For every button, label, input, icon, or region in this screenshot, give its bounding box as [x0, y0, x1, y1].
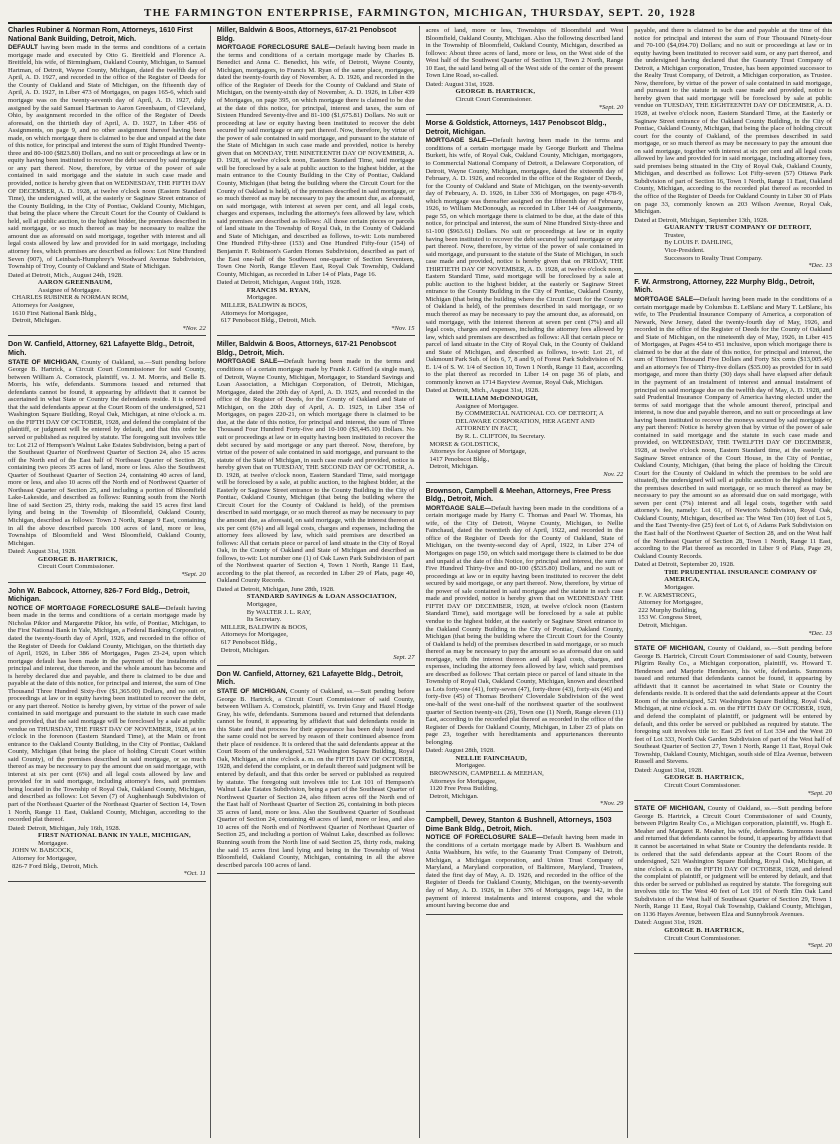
- notice-lead: MORTGAGE SALE—: [216, 358, 285, 366]
- notice-text: Default having been made in the terms and conditions of a certain mortgage made by Charles B. Benedict and Anna C. Benedict, his wife, of Detroit, Wayne County, Michigan, mortgagors, to Francis M. Ryan of the same place, mortgagee, dated the twenty-fourth day of November, A. D. 1926, and recorded in the office of the Register of Deeds for the County of Oakland and State of Michigan, on the twenty-sixth day of November, A. D. 1926, in Liber 439 of Mortgages, on page 395, on which mortgage there is claimed to be due at the date of this notice, for principal, interest and taxes, the sum of Sixteen Hundred Seventy-five and 81-100 ($1,675.81) Dollars. No suit or proceeding at law or equity having been instituted to recover the debt secured by said mortgage or any part thereof. Now, therefore, by virtue of the power of sale contained in said mortgage, and pursuant to the statute of the State of Michigan in such case made and provided, notice is hereby given that on MONDAY, THE NINETEENTH DAY OF NOVEMBER, A. D. 1928, at twelve o'clock noon, Eastern Standard Time, said mortgage will be foreclosed by a sale at public auction to the highest bidder, at the main entrance to the County Building in the City of Pontiac, Oakland County, Michigan (that being the building where the Circuit Court for the County of Oakland is held), of the premises described in said mortgage, or so much thereof as may be necessary to pay the amount due, as aforesaid, on said mortgage, with interest at seven per cent, and all legal costs, charges and expenses, including the attorney's fees allowed by law, which said premises are described as follows: All those certain pieces or parcels of land situate in the Township of Royal Oak, in the County of Oakland and State of Michigan, and described as follows, to-wit: Lots numbered One Hundred Fifty-three (153) and One Hundred Fifty-four (154) of Benjamin F. Robinson's Garden Homes Subdivision, described as part of the East one-half of the Southwest one-quarter of Section Seventeen, Town One North, Range Eleven East, Royal Oak Township, Oakland County, Michigan, as recorded in Liber 14 of Plats, Page 16.: [216, 44, 415, 278]
- notice-text: payable, and there is claimed to be due and payable at the time of this notice for principal and interest the sum of Four Thousand Ninety-four and 70-100 ($4,094.70) Dollars; and no suit or proceedings at law or in equity having been instituted to recover said sum, or any part thereof, and the undersigned having declared that the Guaranty Trust Company of Detroit, a Michigan corporation, Trustee, has been appointed successor to the Realty Trust Company, of Detroit, a Michigan corporation, as Trustee. Now, therefore, by virtue of the power of sale contained in said mortgage, and pursuant to the statute in such case made and provided, notice is hereby given that said mortgage will be foreclosed by sale at public vendue on TUESDAY, THE EIGHTEENTH DAY OF DECEMBER, A. D. 1928, at twelve o'clock noon, Eastern Standard Time, at the Easterly or Saginaw Street entrance of the Oakland County Building, in the City of Pontiac, Oakland County, Michigan, that being the place of holding circuit court for the county of Oakland, of the premises described in said mortgage, or so much thereof as may be necessary to pay the amount due on said mortgage, together with interest at six per cent and all legal costs allowed by law and provided for in said mortgage, including attorney fees, said premises being situated in the City of Royal Oak, Oakland County, Michigan, and described as follows: Lot Fifty-seven (57) Ottawa Park Subdivision of part of Section 16, Town 1 North, Range 11 East, Oakland County, Michigan, according to the recorded plat thereof as recorded in the office of the Register of Deeds for Oakland County in Liber 30 of Plats on page 33, commonly known as 203 Wilson Avenue, Royal Oak, Michigan.: [634, 27, 832, 216]
- notice-attorney-line: MILLER, BALDWIN & BOOS,: [220, 301, 308, 309]
- notice-text: Default having been made in the conditions of a certain mortgage made by Columbus E. LeBlanc and Mary T. LeBlanc, his wife, to The Prudential Insurance Company of America, a corporation of Newark, New Jersey, dated the twenty-fourth day of May, 1926, and recorded in the office of the Register of Deeds for the County of Oakland and State of Michigan, on the nineteenth day of May, 1926, in Liber 415 of Mortgages, at Pages 454 to 451 inclusive, upon which mortgage there is claimed to be due at the date of this notice, for principal and interest, the sum of Thirteen Thousand Five Dollars and Forty Six cents ($13,005.46) and an attorney's fee of Thirty-five dollars ($35.00) as provided for in said mortgage, and more than thirty (30) days shall have elapsed after default in the payment of an instalment of interest and annual instalment of principal on said mortgage due on the twelfth day of May, A. D. 1928, and said Prudential Insurance Company of America having elected under the terms of said mortgage that the whole amount thereof, principal and interest, is now due and payable thereon, and no suit or proceedings at law having been instituted to recover the moneys secured by said mortgage or any part thereof: Notice is hereby given that by virtue of the power of sale contained in said mortgage and the statute in such case made and provided, on WEDNESDAY, THE TWELFTH DAY OF DECEMBER, 1928, at twelve o'clock noon, Eastern Standard time, at the easterly or Saginaw Street entrance of the Court House, in the City of Pontiac, Oakland County, Michigan, (that being the place of holding the Circuit Court for the County of Oakland in which the premises to be sold are situated), the undersigned will sell at public auction to the highest bidder, the premises described in said mortgage, or so much thereof as may be necessary to pay the amount so as aforesaid due on said mortgage, with seven per cent (7%) interest and all legal costs, together with said attorney's fee, namely: Lot 61, of Newton's Subdivision, Royal Oak, Oakland County, Michigan, described as: The West Ten (10) feet of Lot 5, and the East Twenty-five (25) feet of Lot 6, of Adams Park Subdivision on the East half of the Northwest Quarter of Section 28, and on the West half of the Northeast Quarter of Section 28, Town 1 North, Range 11 East, according to the Plat thereof as recorded in Liber 9 of Plats, Page 29, Oakland County Records.: [634, 296, 832, 560]
- notice-attorney-line: Attorneys for Mortgagee,: [220, 631, 288, 639]
- legal-notice: [426, 27, 624, 115]
- notice-body: [426, 137, 624, 386]
- notice-header: F. W. Armstrong, Attorney, 222 Murphy Bldg., Detroit, Mich.: [634, 276, 815, 295]
- column-2: [217, 26, 420, 1138]
- notice-attorney-line: 617 Penobscot Bldg.,: [220, 639, 278, 647]
- notice-body: [634, 296, 832, 560]
- notice-attorney-line: Attorneys for Mortgagee,: [429, 777, 497, 785]
- notice-date: Dated at Detroit, Mich., August 24th, 1928.: [8, 271, 123, 279]
- notice-header: Don W. Canfield, Attorney, 621 Lafayette Bldg., Detroit, Mich.: [8, 339, 195, 357]
- notice-header: Morse & Goldstick, Attorneys, 1417 Penobscot Bldg., Detroit, Michigan.: [425, 118, 607, 136]
- notice-signature-line: Circuit Court Commissioner.: [664, 934, 741, 942]
- notice-signature-line: Mortgagee,: [246, 601, 277, 609]
- notice-run-tag: *Nov. 22: [182, 324, 206, 332]
- notice-lead: MORTGAGE SALE—: [634, 296, 700, 304]
- notice-body: [8, 44, 206, 270]
- notice-lead: NOTICE OF MORTGAGE FORECLOSURE SALE—: [8, 604, 166, 612]
- notice-attorney-line: 153 W. Congress Street,: [638, 614, 702, 622]
- legal-notice: [8, 340, 206, 582]
- notice-attorney-line: Attorneys for Assignee,: [12, 301, 75, 309]
- notice-signature-line: Trustee,: [664, 231, 686, 239]
- notice-text: County of Oakland, ss.—Suit pending before George B. Hartrick, a Circuit Court Commissioner of said County, between Pilgrim Realty Co., a Michigan corporation, plaintiff, vs. Hugh E. Meaher and Margaret R. Meaher, his wife, defendants. Summons issued and returned that defendants cannot be found, it appearing by affidavit that it cannot be ascertained in what State or Country the defendants reside. It is ordered that the said defendants appear at the Court Room of the undersigned, 521 Washington Square Building, Royal Oak, Michigan, at nine o'clock a. m. on the FIFTH DAY OF OCTOBER, 1928, and defend the complaint of plaintiff, or judgment will be entered by default, and that this order be served or published as required by statute. The foregoing suit involves title to: The West 40 feet of Lot 191 of North Elm Oak Land Subdivision of the West half of Southeast Quarter of Section 29, Town 1 North, Range 11 East, Royal Oak Township, Oakland County, Michigan, on 1136 Hayes Avenue, between Elza and Sunnybrook Avenues.: [634, 805, 832, 918]
- columns-container: [8, 26, 832, 1138]
- notice-signature-line: Mortgagee.: [455, 762, 486, 770]
- legal-notice: [426, 816, 624, 915]
- notice-body: [634, 805, 832, 918]
- notice-signature-line: GEORGE B. HARTRICK,: [455, 88, 536, 96]
- legal-notice: [426, 119, 624, 482]
- notice-signature-line: GUARANTY TRUST COMPANY OF DETROIT,: [664, 224, 812, 232]
- notice-signature-line: Mortgagee.: [38, 839, 69, 847]
- column-1: [8, 26, 211, 1138]
- notice-signature-line: Mortgagee.: [664, 583, 695, 591]
- notice-run-tag: *Sept. 20: [181, 570, 206, 578]
- notice-attorney-line: Attorneys for Mortgagee,: [220, 309, 288, 317]
- notice-attorney-line: CHARLES RUBINER & NORMAN ROM,: [12, 294, 129, 302]
- notice-text: County of Oakland, ss.—Suit pending before George B. Hartrick, a Circuit Court Commissioner for said County, between William A. Comstock, plaintiff, vs. J. M. Morris, and Belle B. Morris, his wife, defendants. Summons issued and returned that defendants cannot be found, it appearing by affidavit that it cannot be ascertained in what State or Country the defendants reside. It is ordered that the said defendants appear at the Court Room of the undersigned, 521 Washington Square Building, Royal Oak, Michigan, at nine o'clock a. m. on the FIFTH DAY OF OCTOBER, 1928, and defend the complaint of the plaintiff, or judgment will be entered by default, and that this order be served or published as required by statute. The foregoing suit involves title to: Lot 212 of Hempson's Walnut Lake Estates Subdivision, being a part of the Southeast Quarter of Northwest Quarter of Section 24, also 15 acres off the North end of the East half of Northeast Quarter of Section 26, containing two pieces 35 acres of land, more or less. Also the Southwest Quarter of Southeast Quarter of Section 24, containing 40 acres of land, more or less, and also 10 acres off the North end of Northwest Quarter of Northeast Quarter of Section 25, and including a portion of Bloomfield Lake-Lakeside, and described as follows: Running south from the North line of said Section 25, thirty rods, making the said 15 acres first land lying and being in the Township of Bloomfield, Oakland County, Michigan, described as follows: Town 2 North, Range 9 East, containing in all the above described parcels 100 acres of land, more or less, Townships of Bloomfield and West Bloomfield, Oakland County, Michigan.: [8, 358, 206, 547]
- notice-signature-line: GEORGE B. HARTRICK,: [664, 927, 745, 935]
- legal-notice: [634, 278, 832, 641]
- notice-lead: MORTGAGE SALE—: [425, 504, 492, 512]
- notice-run-tag: *Sept. 20: [807, 789, 832, 797]
- notice-signature-line: Mortgagee.: [246, 294, 277, 302]
- notice-header: Brownson, Campbell & Meehan, Attorneys, Free Press Bldg., Detroit, Mich.: [425, 485, 611, 504]
- notice-header: Charles Rubiner & Norman Rom, Attorneys, 1610 First National Bank Building, Detroit, Mich.: [8, 26, 193, 43]
- notice-run-tag: Sept. 27: [393, 654, 415, 662]
- notice-date: Dated: August 31st, 1928.: [8, 548, 77, 556]
- notice-date: Dated: Detroit, Michigan, July 16th, 1928.: [8, 824, 121, 832]
- notice-signature-line: AARON GREENBAUM,: [38, 279, 113, 287]
- legal-notice: [217, 340, 415, 666]
- notice-run-tag: *Sept. 20: [807, 942, 832, 950]
- notice-lead: STATE OF MICHIGAN,: [634, 645, 705, 653]
- notice-date: Dated: August 28th, 1928.: [425, 747, 495, 755]
- notice-run-tag: *Dec. 13: [808, 262, 832, 270]
- notice-signature-line: Assignee of Mortgagee.: [38, 286, 102, 294]
- notice-attorney-line: 1610 First National Bank Bldg.,: [12, 309, 97, 317]
- column-3: [426, 26, 629, 1138]
- notice-signature-line: FRANCIS M. RYAN,: [246, 286, 311, 294]
- masthead: THE FARMINGTON ENTERPRISE, FARMINGTON, MICHIGAN, THURSDAY, SEPT. 20, 1928: [8, 6, 832, 24]
- notice-signature-line: THE PRUDENTIAL INSURANCE COMPANY OF AMERICA,: [664, 568, 817, 584]
- notice-body: [634, 645, 832, 766]
- notice-text: Default having been made in the conditions of a certain mortgage made by Albert B. Washburn and Anita Washburn, his wife, to the Guaranty Trust Company of Detroit, Michigan, a Michigan corporation, and Union Trust Company of Maryland, a Maryland corporation, of Baltimore, Maryland, Trustees, dated the first day of May, A. D. 1926, and recorded in the office of the Register of Deeds for Oakland County, Michigan, on the twenty-seventh day of May, A. D. 1926, in Liber 376 of Mortgages, page 142, in the payment of interest instalments and interest coupons, and the whole amount having become due and: [425, 834, 624, 910]
- notice-lead: STATE OF MICHIGAN,: [8, 358, 79, 366]
- notice-signature-line: Vice-President.: [664, 247, 705, 255]
- notice-body: [8, 605, 206, 824]
- legal-notice: [8, 587, 206, 882]
- notice-body: [217, 688, 415, 869]
- notice-signature-line: By LOUIS F. DAHLING,: [664, 239, 733, 247]
- notice-attorney-line: Detroit, Michigan.: [638, 621, 688, 629]
- notice-text: Default having been made in the terms and conditions of a certain mortgage made by George Burkett and Thelma Burkett, his wife, of Royal Oak, Oakland County, Michigan, mortgagors, to Commercial National Company of Detroit, a Delaware Corporation, of Detroit, Wayne County, Michigan, mortgagee, dated the sixteenth day of February, A. D. 1926, and recorded in the office of the Register of Deeds, for the County of Oakland and State of Michigan, on the twenty-seventh day of February, A. D. 1926, in Liber 336 of Mortgages, on page 478-9, which mortgage was thereafter assigned on the fifteenth day of February, 1926, to William McDonough, as recorded in Liber 144 of Assignments, page 55, on which mortgage there is claimed to be due, at the date of this notice, for principal and interest, the sum of Nine Hundred Sixty-three and 61-100 ($963.61) Dollars. No suit or proceedings at law or in equity having been instituted to recover the debt secured by said mortgage or any part thereof. Now, therefore, by virtue of the power of sale contained in said mortgage, and pursuant to the statute of the State of Michigan, in such case made and provided, notice is hereby given that on FRIDAY, THE THIRTIETH DAY OF NOVEMBER, A. D. 1928, at twelve o'clock noon, Eastern Standard Time, said mortgage will be foreclosed by a sale at public auction to the highest bidder, at the easterly or Saginaw Street entrance to the County Building in the City of Pontiac, Oakland County, Michigan (that being the building where the Circuit Court for the County of Oakland is held), of the premises described in said mortgage, or so much thereof as may be necessary to pay the amount due, as aforesaid, on said mortgage, with the interest thereon at seven per cent (7%) and all legal costs, charges and expenses, including the attorney fees allowed by law, which said premises are described as follows: All that certain piece or parcel of land situate in the City of Royal Oak, in the County of Oakland and State of Michigan, and described as follows, to-wit: Lot 21, of Oakmount Park Sub. of lots 6, 7, 8 and 9, of Forest Park Subdivision of N. E. 1/4 of S. W. 1/4 of Section 10, Town 1 North, Range 11 East, according to the plat thereof as recorded in Liber 14 on page 36 of plats, and commonly known as 1714 Bayview Avenue, Royal Oak, Michigan.: [425, 137, 624, 386]
- notice-run-tag: Nov. 22: [603, 470, 624, 478]
- notice-signature-line: By WALTER J. L. RAY,: [246, 608, 312, 616]
- notice-attorney-line: 617 Penobscot Bldg., Detroit, Mich.: [220, 317, 317, 325]
- legal-notice: [634, 645, 832, 801]
- notice-attorney-line: BROWNSON, CAMPBELL & MEEHAN,: [429, 770, 544, 778]
- notice-attorney-line: Detroit, Michigan.: [12, 317, 61, 325]
- legal-notice: [634, 27, 832, 274]
- notice-header: Miller, Baldwin & Boos, Attorneys, 617-21 Penobscot Bldg., Detroit, Mich.: [216, 339, 397, 357]
- notice-text: County of Oakland, ss.—Suit pending before George B. Hartrick, Circuit Court Commissioner of said County, between Pilgrim Realty Co., a Michigan corporation, plaintiff, vs. Howard T. Henderson and Marjorie Henderson, his wife, defendants. Summons issued and returned that defendants cannot be found, it appearing by affidavit that it cannot be ascertained in what State or Country the defendants reside. It is ordered that the said defendants appear at the Court Room of the undersigned, 521 Washington Square Building, Royal Oak, Michigan, at nine o'clock a. m. on the FIFTH DAY OF OCTOBER, 1928, and defend the complaint of plaintiff, or judgment will be entered by default, and this order be served or published as required by statute. The foregoing suit involves title to: East 25 feet of Lot 334 and the West 20 feet of Lot 333, North Oak Garden Subdivision of part of the West half of Southeast Quarter of Section 27, Town 1 North, Range 11 East, Royal Oak Township, Oakland County, Michigan, south side of Elza Avenue, between Russell and Stevens.: [634, 645, 832, 766]
- notice-signature-line: Assignee of Mortgagee.: [455, 402, 519, 410]
- notice-run-tag: *Dec. 13: [808, 629, 832, 637]
- notice-signature-line: FIRST NATIONAL BANK IN YALE, MICHIGAN,: [38, 832, 191, 840]
- notice-signature-line: By COMMERCIAL NATIONAL CO. OF DETROIT, A DELAWARE CORPORATION, HER AGENT AND ATTORNEY IN FACT,: [455, 410, 604, 433]
- notice-text: Default having been made in the terms and conditions of a certain mortgage made by Nicholas Pikior and Margarette Pikior, his wife, of Pontiac, Michigan, to the First National Bank in Yale, Michigan, a Federal Banking Corporation, dated the twenty-fourth day of April, 1926, and recorded in the office of the Register of Deeds for Oakland County, Michigan, on the thirtieth day of April, 1926, in Liber 386 of Mortgages, Pages 23-24, upon which mortgage default has been made in the payment of the instalments of principal and interest, due thereon, and the whole amount has become and is hereby declared due and payable, and there is claimed to be due and payable at the date of this notice, for principal and interest, the sum of One Thousand Three Hundred Sixty-five ($1,365.00) Dollars, and no suit or proceedings at law or in equity having been instituted to recover the debt, or any part thereof. Notice is hereby given, by virtue of the power of sale contained in said mortgage and pursuant to the statute in such case made and provided, that the said mortgage will be foreclosed by a sale at public vendue on THURSDAY, THE FIRST DAY OF NOVEMBER, 1928, at ten o'clock in the forenoon (Eastern Standard Time), at the Main or front entrance to the Oakland County Building, in the City of Pontiac, Oakland County, Michigan (that being the place of holding Circuit Court within said County), of the premises described in said mortgage, or so much thereof as may be necessary to pay the amount due on said mortgage, with interest at six per cent (6%) and all legal costs allowed by law and provided for in said mortgage, including attorney's fees, said premises being located in the Township of Royal Oak, Oakland County, Michigan, and described as follows: Lot Seven (7) of Aughenbaugh Subdivision of part of the Northeast Quarter of the Northeast Quarter of Section 14, Town 1 North, Range 11 East, Oakland County, Michigan, according to the recorded plat thereof.: [8, 604, 206, 824]
- notice-attorney-line: JOHN W. BABCOCK,: [12, 847, 73, 855]
- legal-notice: [217, 670, 415, 874]
- notice-signature-line: GEORGE B. HARTRICK,: [38, 555, 118, 563]
- notice-attorney-line: MORSE & GOLDSTICK,: [429, 440, 500, 448]
- notice-date: Dated at Detroit, Michigan, June 28th, 1928.: [216, 585, 335, 593]
- notice-attorney-line: 222 Murphy Building,: [638, 606, 698, 614]
- notice-attorney-line: Detroit, Michigan.: [220, 646, 270, 654]
- notice-attorney-line: F. W. ARMSTRONG,: [638, 591, 697, 599]
- notice-lead: NOTICE OF FORECLOSURE SALE—: [425, 834, 543, 842]
- notice-signature-line: Circuit Court Commissioner.: [664, 782, 741, 790]
- notice-attorney-line: MILLER, BALDWIN & BOOS,: [220, 623, 308, 631]
- notice-body: [426, 27, 624, 80]
- notice-date: Dated: August 31st, 1928.: [634, 919, 703, 927]
- legal-notice: [8, 26, 206, 336]
- notice-date: Dated: August 31st, 1928.: [634, 766, 703, 774]
- notice-signature-line: Circuit Court Commissioner.: [455, 96, 532, 104]
- notice-attorney-line: Detroit, Michigan.: [429, 792, 479, 800]
- notice-lead: STATE OF MICHIGAN,: [634, 805, 705, 813]
- notice-run-tag: *Oct. 11: [183, 870, 206, 878]
- notice-signature-line: Its Secretary.: [246, 616, 282, 624]
- notice-run-tag: *Nov. 29: [599, 800, 624, 808]
- notice-text: County of Oakland, ss.—Suit pending before George B. Hartrick, a Circuit Court Commissioner of said County, between William A. Comstock, plaintiff, vs. Irvin Gray and Hazel Hodge Gray, his wife, defendants. Summons issued and returned that defendants cannot be found, it appearing by affidavit that said defendants reside in this State and that process for their appearance has been duly issued and the same could not be served by reason of their continued absence from their place of residence. It is ordered that the said defendants appear at the Court Room of the undersigned, 521 Washington Square Building, Royal Oak, Michigan, at nine o'clock a. m. on the FIFTH DAY OF OCTOBER, 1928, and defend the complaint, or in default thereof said judgment will be entered by default, and that this order be served or published as required by statute. The foregoing suit involves title to: Lot 101 of Hempson's Walnut Lake Estates Subdivision, being a part of the Southeast Quarter of Northwest Quarter of Section 24, also fifteen acres off the North end of the East half of Northeast Quarter of Section 26, containing in both pieces 35 acres of land, more or less. Also the Southwest Quarter of Southeast Quarter of Section 24, containing 40 acres of land, more or less, and also 10 acres off the North end of Northwest Quarter of Northeast Quarter of Section 25, and including a portion of Walnut Lake, described as follows: Running south from the North line of said Section 25, thirty rods, making the said 15 acres first land lying and being in the Township of West Bloomfield, Oakland County, Michigan, containing in all the above described parcels 100 acres of land.: [216, 688, 415, 869]
- notice-date: Dated at Detroit, Michigan, August 16th, 1928.: [216, 279, 342, 287]
- notice-text: Default having been made in the conditions of a certain mortgage made by Harry C. Thomas and Pearl W. Thomas, his wife, of the City of Detroit, Wayne County, Michigan, to Nellie Fainchaud, dated the twentieth day of April, 1922, and recorded in the office of the Register of Deeds for the County of Oakland, State of Michigan, on the twenty-second day of April, 1922, in Liber 274 of Mortgages on page 150, on which said mortgage there is claimed to be due and unpaid at the date of this Notice, for principal and interest, the sum of Five Hundred Thirty-five and 80-100 ($535.80) Dollars, and no suit or proceedings at law or in equity having been instituted to recover the debt secured by said mortgage, or any part thereof. Now, therefore, by virtue of the power of sale contained in said mortgage and the statute in such case made and provided, notice is hereby given that on WEDNESDAY THE FIFTH DAY OF DECEMBER, 1928, at twelve o'clock noon (Eastern Standard Time), said mortgage will be foreclosed by a sale at public vendue to the highest bidder, at the easterly or Saginaw Street entrance to the Oakland County Building in the City of Pontiac, Oakland County, Michigan (that being the building where the Circuit Court for the County of Oakland is held) of the premises described in said mortgage, or so much thereof as may be necessary to pay the amount so as aforesaid due on said mortgage, with the interest thereon and all legal costs, charges, and expenses, including the attorney fees allowed by law, which said premises are described as follows: That certain piece or parcel of land situate in the Township of Royal Oak, Oakland County, Michigan, known and described as Lots forty-one (41), forty-seven (47), forty-three (43), forty-six (46) and forty-five (45) of Thomas Brothers' Cloverdale Subdivision of the west one-half of the west one-half of the northwest quarter of the southwest quarter of Section twenty-six (26), Town one (1) North, Range eleven (11) East, according to the recorded plat thereof as recorded in the office of the Register of Deeds for Oakland County, Michigan, in Liber 23 of plats on page 23, together with hereditaments and appurtenances thereunto belonging.: [425, 504, 624, 746]
- notice-attorney-line: Attorneys for Assignee of Mortgage,: [429, 448, 527, 456]
- notice-attorney-line: 1120 Free Press Building,: [429, 785, 498, 793]
- notice-header: John W. Babcock, Attorney, 826-7 Ford Bldg., Detroit, Michigan.: [8, 585, 190, 604]
- notice-header: Miller, Baldwin & Boos, Attorneys, 617-21 Penobscot Bldg.: [216, 26, 397, 43]
- notice-signature-line: STANDARD SAVINGS & LOAN ASSOCIATION,: [246, 593, 397, 601]
- notice-run-tag: *Sept. 20: [598, 103, 624, 111]
- notice-date: Dated at Detroit, Mich., August 31st, 1928.: [425, 387, 540, 395]
- notice-signature-line: Circuit Court Commissioner.: [38, 563, 115, 571]
- notice-lead: DEFAULT: [8, 44, 38, 52]
- notice-signature-line: Successors to Realty Trust Company.: [664, 254, 763, 262]
- notice-signature-line: WILLIAM McDONOUGH,: [455, 395, 538, 403]
- notice-run-tag: *Nov. 15: [391, 324, 415, 332]
- notice-signature-line: NELLIE FAINCHAUD,: [455, 754, 527, 762]
- notice-lead: MORTGAGE SALE—: [425, 137, 493, 145]
- column-4: [634, 26, 832, 1138]
- legal-notice: [217, 26, 415, 336]
- notice-date: Dated: August 31st, 1928.: [425, 80, 495, 88]
- notice-body: [426, 834, 624, 909]
- notice-attorney-line: 1417 Penobscot Bldg.,: [429, 455, 490, 463]
- notice-attorney-line: 826-7 Ford Bldg., Detroit, Mich.: [12, 862, 99, 870]
- notice-signature-line: GEORGE B. HARTRICK,: [664, 774, 745, 782]
- notice-body: [217, 358, 415, 584]
- notice-body: [217, 44, 415, 278]
- legal-notice: [634, 805, 832, 954]
- notice-attorney-line: Attorney for Mortgagee,: [12, 855, 77, 862]
- notice-body: [426, 505, 624, 747]
- notice-attorney-line: Attorney for Mortgagee,: [638, 599, 703, 607]
- notice-body: [8, 359, 206, 548]
- notice-date: Dated at Detroit, Michigan, September 13th, 1928.: [634, 216, 769, 224]
- notice-lead: MORTGAGE FORECLOSURE SALE—: [216, 44, 336, 52]
- notice-header: Campbell, Dewey, Stanton & Bushnell, Attorneys, 1503 Dime Bank Bldg., Detroit, Mich.: [425, 815, 612, 833]
- notice-body: [634, 27, 832, 216]
- notice-lead: STATE OF MICHIGAN,: [216, 688, 288, 696]
- notice-header: Don W. Canfield, Attorney, 621 Lafayette Bldg., Detroit, Mich.: [216, 668, 403, 687]
- notice-signature-line: By R. L. CLIFTON, Its Secretary.: [455, 433, 546, 440]
- notice-attorney-line: Detroit, Michigan.: [429, 463, 479, 471]
- legal-notice: [426, 487, 624, 812]
- notice-text: Default having been made in the terms and conditions of a certain mortgage made by Frank J. Gifford (a single man), of Detroit, Wayne County, Michigan, Mortgagor, to Standard Savings and Loan Association, a Michigan Corporation, of Detroit, Michigan, Mortgagee, dated the 20th day of April, A. D. 1925, and recorded in the office of the Register of Deeds, for the County of Oakland and State of Michigan, on the 20th day of April, A. D. 1925, in Liber 354 of Mortgages, on pages 220-21, on which mortgage there is claimed to be due, at the date of this notice, for principal and interest, the sum of Three Thousand Four Hundred Forty-five and 10-100 ($3,445.10) Dollars. No suit or proceedings at law or in equity having been instituted to recover the debt secured by said mortgage or any part thereof. Now, therefore, by virtue of the power of sale contained in said mortgage, and pursuant to the statute of the State of Michigan, in such case made and provided, notice is hereby given that on TUESDAY, THE SECOND DAY OF OCTOBER, A. D. 1928, at twelve o'clock noon, Eastern Standard Time, said mortgage will be foreclosed by a sale, at public auction, to the highest bidder, at the Easterly or Saginaw Street entrance to the County Building in the City of Pontiac, Oakland County, Michigan (that being the building where the Circuit Court for the County of Oakland is held), of the premises described in said mortgage, or so much thereof as may be necessary to pay the amount due, as aforesaid, on said mortgage, with the interest thereon at six per cent (6%) and all legal costs, charges and expenses, including the attorney fees allowed by law, which said premises are described as follows: All that certain piece or parcel of land situate in the City of Royal Oak, in the County of Oakland and State of Michigan and described as follows, to-wit: Lot number one (1) of Oak Lawn Park Subdivision of part of the Northwest quarter of Section 4, Town 1 North, Range 11 East, according to the plat thereof, as recorded in Liber 29 of Plats, page 40, Oakland County Records.: [216, 358, 415, 585]
- notice-text: acres of land, more or less, Townships of Bloomfield and West Bloomfield, Oakland County, Michigan. Also the following described land in the Township of Bloomfield, Oakland County, Michigan, described as follows: About three acres of land, more or less, on the West side of the West half of the Southwest Quarter of Section 13, Town 2 North, Range 10 East, the said land being all of the West side of the center of the present Town Line Road, so-called.: [425, 27, 624, 80]
- notice-text: having been made in the terms and conditions of a certain mortgage made and executed by Otto G. Breitfeld and Florence A. Breitfeld, his wife, of Birmingham, Oakland County, Michigan, to Samuel Hartman, of Detroit, Wayne County, Michigan, dated the twelfth day of April, A. D. 1927, and recorded in the office of the Register of Deeds for the County of Oakland and State of Michigan, on the fifteenth day of April, A. D. 1927, in Liber 473 of Mortgages, on pages 165-6, which said mortgage was on the twenty-seventh day of April, A. D. 1927, duly assigned by the said Samuel Hartman to Aaron Greenbaum, of Cleveland, Ohio, by assignment recorded in the office of the Register of Deeds aforesaid, on the thirtieth day of April, A. D. 1927, in Liber 456 of Assignments, on page 9, and no other assignment thereof having been made, on which mortgage there is claimed to be due and unpaid at the date of this notice, for principal and interest the sum of Eight Hundred Twenty-three and 80-100 ($823.80) Dollars, and no suit or proceedings at law or in equity having been instituted to recover the debt secured by said mortgage or any part thereof. Now, therefore, by virtue of the power of sale contained in said mortgage and the statute in such case made and provided, notice is hereby given that on WEDNESDAY, THE FIFTH DAY OF DECEMBER, A. D. 1928, at twelve o'clock noon (Eastern Standard Time), the undersigned will, at the easterly or Saginaw Street entrance of the County Building, in the City of Pontiac, Oakland County, Michigan, that being the place where the Circuit Court for the County of Oakland is held, sell at public auction, to the highest bidder, the premises described in said mortgage, or so much thereof as may be necessary to realize the amount due as aforesaid on said mortgage, together with interest and all legal costs allowed by law and provided for in said mortgage, including attorney fees, which premises are described as follows: Lot Nine Hundred Seven (907), of Leinbach-Humphrey's Woodward Avenue Subdivision, Township of Troy, County of Oakland and State of Michigan.: [8, 44, 206, 271]
- notice-date: Dated at Detroit, September 20, 1928.: [634, 561, 735, 569]
